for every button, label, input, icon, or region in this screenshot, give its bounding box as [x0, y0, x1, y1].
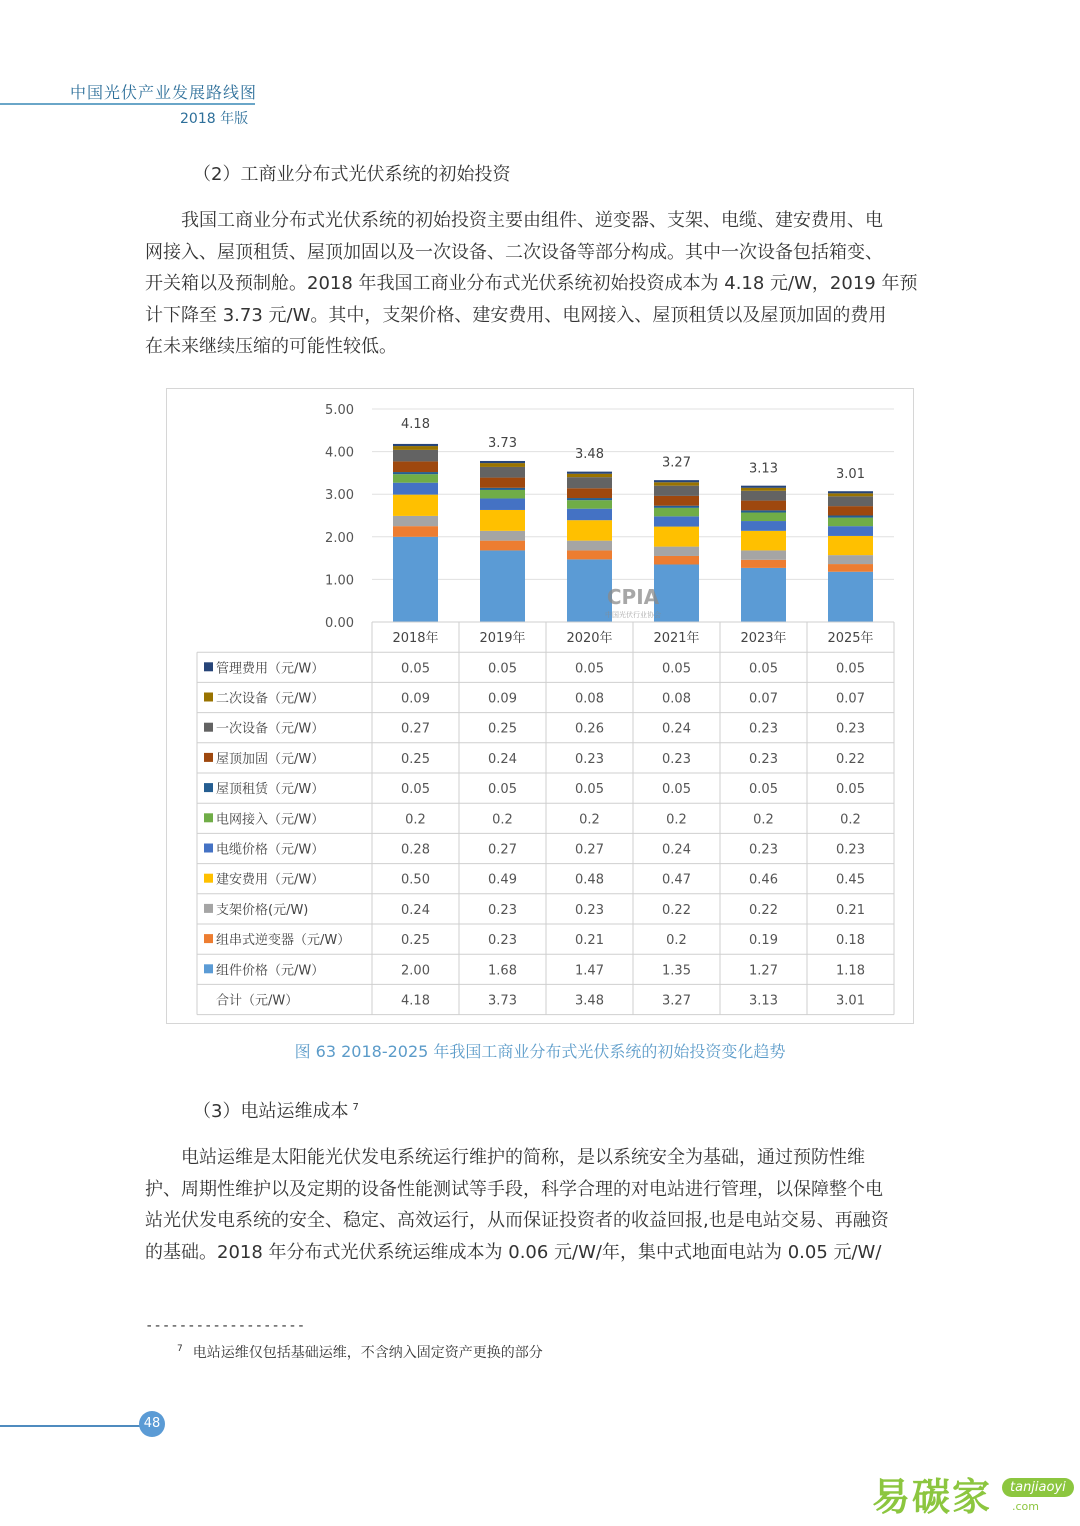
bar-segment: [654, 480, 699, 482]
total-cell: 4.18: [401, 993, 430, 1009]
bar-segment: [567, 500, 612, 509]
table-cell: 0.27: [575, 842, 604, 858]
bar-segment: [393, 537, 438, 622]
section2-line: 计下降至 3.73 元/W。其中，支架价格、建安费用、电网接入、屋顶租赁以及屋顶加固的费用: [145, 304, 887, 326]
x-tick-label: 2019年: [479, 631, 526, 647]
table-cell: 0.25: [401, 751, 430, 767]
y-tick-label: 1.00: [325, 573, 354, 589]
legend-label: 组串式逆变器（元/W）: [216, 933, 351, 949]
legend-swatch: [204, 723, 213, 732]
table-cell: 0.2: [579, 812, 600, 828]
bar-segment: [654, 496, 699, 506]
total-data-label: 3.27: [662, 455, 691, 471]
legend-swatch: [204, 662, 213, 671]
x-tick-label: 2021年: [653, 631, 700, 647]
y-tick-label: 0.00: [325, 616, 354, 631]
chart-watermark: CPIA: [606, 585, 660, 609]
section2-line: 开关箱以及预制舱。2018 年我国工商业分布式光伏系统初始投资成本为 4.18 元/W，2019 年预: [145, 273, 918, 294]
bar-segment: [741, 513, 786, 522]
section3-line: 护、周期性维护以及定期的设备性能测试等手段，科学合理的对电站进行管理，以保障整个电: [145, 1178, 883, 1200]
footnote-rule: -------------------: [145, 1318, 306, 1334]
bar-segment: [828, 491, 873, 493]
footnote: $^7$ 电站运维仅包括基础运维，不含纳入固定资产更换的部分: [177, 1344, 543, 1361]
x-tick-label: 2018年: [392, 631, 439, 647]
total-data-label: 3.73: [488, 436, 517, 452]
chart-watermark-sub: 中国光伏行业协会: [605, 611, 661, 619]
bar-segment: [654, 482, 699, 485]
bar-segment: [741, 486, 786, 488]
bar-segment: [741, 488, 786, 491]
legend-swatch: [204, 693, 213, 702]
bar-segment: [828, 496, 873, 506]
table-cell: 0.26: [575, 721, 604, 737]
legend-label: 建安费用（元/W）: [216, 872, 325, 888]
table-cell: 0.2: [666, 812, 687, 828]
legend-label: 屋顶加固（元/W）: [216, 751, 325, 767]
bar-segment: [741, 531, 786, 551]
table-cell: 0.28: [401, 842, 430, 858]
table-cell: 0.2: [405, 812, 426, 828]
bar-segment: [654, 508, 699, 517]
total-cell: 3.48: [575, 993, 604, 1009]
table-cell: 0.47: [662, 872, 691, 888]
table-cell: 1.18: [836, 963, 865, 979]
bar-segment: [828, 564, 873, 572]
table-cell: 0.23: [836, 842, 865, 858]
table-cell: 0.23: [488, 902, 517, 918]
bar-segment: [567, 472, 612, 474]
bar-segment: [741, 521, 786, 531]
section3-line: 站光伏发电系统的安全、稳定、高效运行，从而保证投资者的收益回报,也是电站交易、再融资: [145, 1210, 889, 1231]
section2-line: 网接入、屋顶租赁、屋顶加固以及一次设备、二次设备等部分构成。其中一次设备包括箱变、: [145, 241, 883, 263]
table-cell: 0.27: [488, 842, 517, 858]
table-cell: 1.47: [575, 963, 604, 979]
stacked-bar-chart: [167, 389, 913, 1023]
bar-segment: [828, 518, 873, 527]
bar-segment: [654, 506, 699, 508]
table-cell: 1.68: [488, 963, 517, 979]
table-cell: 0.46: [749, 872, 778, 888]
bar-segment: [654, 516, 699, 526]
y-tick-label: 2.00: [325, 530, 354, 546]
table-cell: 0.05: [836, 661, 865, 677]
table-cell: 0.49: [488, 872, 517, 888]
legend-swatch: [204, 813, 213, 822]
section3-line: 的基础。2018 年分布式光伏系统运维成本为 0.06 元/W/年，集中式地面电站为 0.05 元/W/: [145, 1241, 882, 1263]
bar-segment: [480, 510, 525, 531]
table-cell: 0.2: [492, 812, 513, 828]
y-tick-label: 3.00: [325, 488, 354, 504]
bar-segment: [567, 488, 612, 498]
bar-segment: [741, 550, 786, 559]
table-cell: 0.05: [488, 782, 517, 798]
legend-swatch: [204, 783, 213, 792]
bar-segment: [567, 541, 612, 551]
table-cell: 0.05: [662, 661, 691, 677]
table-cell: 0.22: [749, 902, 778, 918]
table-cell: 1.35: [662, 963, 691, 979]
table-cell: 0.05: [749, 782, 778, 798]
table-cell: 0.08: [662, 691, 691, 707]
legend-swatch: [204, 964, 213, 973]
table-cell: 0.23: [575, 751, 604, 767]
header-rule: [0, 103, 255, 105]
x-tick-label: 2020年: [566, 631, 613, 647]
table-cell: 0.05: [662, 782, 691, 798]
bar-segment: [480, 461, 525, 463]
section2-paragraph: [145, 205, 935, 363]
bar-segment: [567, 550, 612, 559]
bar-segment: [741, 501, 786, 511]
bar-segment: [828, 493, 873, 496]
total-cell: 3.13: [749, 993, 778, 1009]
section3-paragraph: [145, 1142, 935, 1268]
table-cell: 0.22: [836, 751, 865, 767]
legend-swatch: [204, 904, 213, 913]
bar-segment: [741, 560, 786, 568]
table-cell: 0.24: [662, 842, 691, 858]
bar-segment: [480, 541, 525, 551]
bar-segment: [393, 526, 438, 537]
table-cell: 0.08: [575, 691, 604, 707]
bar-segment: [480, 550, 525, 622]
total-cell: 3.27: [662, 993, 691, 1009]
table-cell: 0.23: [749, 842, 778, 858]
table-cell: 0.05: [575, 661, 604, 677]
total-cell: 3.01: [836, 993, 865, 1009]
table-cell: 0.21: [575, 933, 604, 949]
table-cell: 0.45: [836, 872, 865, 888]
legend-label: 管理费用（元/W）: [216, 661, 325, 677]
y-tick-label: 5.00: [325, 403, 354, 418]
legend-label: 组件价格（元/W）: [216, 963, 325, 979]
bar-segment: [567, 498, 612, 500]
bar-segment: [480, 498, 525, 510]
bar-segment: [393, 450, 438, 462]
table-cell: 0.27: [401, 721, 430, 737]
bar-segment: [480, 531, 525, 541]
bar-segment: [741, 510, 786, 512]
bar-segment: [393, 446, 438, 450]
bar-segment: [480, 463, 525, 467]
legend-swatch: [204, 934, 213, 943]
bar-segment: [393, 444, 438, 446]
table-cell: 0.24: [401, 902, 430, 918]
legend-swatch: [204, 844, 213, 853]
bar-segment: [828, 506, 873, 515]
watermark-url: .com: [1012, 1500, 1039, 1513]
watermark-pill: tanjiaoyi: [1002, 1478, 1074, 1497]
page-number: 48: [139, 1411, 165, 1437]
table-cell: 0.05: [401, 661, 430, 677]
bar-segment: [393, 495, 438, 516]
bar-segment: [567, 477, 612, 488]
x-tick-label: 2025年: [827, 631, 874, 647]
bar-segment: [480, 478, 525, 488]
bar-segment: [393, 516, 438, 526]
bar-segment: [741, 491, 786, 501]
total-row-label: 合计（元/W）: [216, 993, 299, 1009]
table-cell: 0.25: [488, 721, 517, 737]
table-cell: 0.50: [401, 872, 430, 888]
table-cell: 0.21: [836, 902, 865, 918]
bar-segment: [393, 461, 438, 472]
x-tick-label: 2023年: [740, 631, 787, 647]
table-cell: 0.07: [836, 691, 865, 707]
table-cell: 0.2: [666, 933, 687, 949]
footer-rule: [0, 1425, 145, 1427]
table-cell: 0.05: [836, 782, 865, 798]
bar-segment: [567, 474, 612, 477]
bar-segment: [393, 483, 438, 495]
table-cell: 0.23: [488, 933, 517, 949]
section3-heading: （3）电站运维成本 $^7$: [193, 1101, 359, 1122]
header-title: 中国光伏产业发展路线图: [70, 83, 258, 102]
table-cell: 2.00: [401, 963, 430, 979]
chart-container: [166, 388, 914, 1024]
legend-label: 电缆价格（元/W）: [216, 842, 325, 858]
table-cell: 0.48: [575, 872, 604, 888]
total-data-label: 3.13: [749, 461, 778, 477]
total-cell: 3.73: [488, 993, 517, 1009]
bar-segment: [393, 472, 438, 474]
total-data-label: 3.01: [836, 466, 865, 482]
table-cell: 0.24: [662, 721, 691, 737]
section2-line: 在未来继续压缩的可能性较低。: [145, 336, 397, 357]
table-cell: 0.07: [749, 691, 778, 707]
table-cell: 0.24: [488, 751, 517, 767]
bar-segment: [828, 555, 873, 564]
bar-segment: [828, 572, 873, 622]
table-cell: 0.2: [840, 812, 861, 828]
legend-swatch: [204, 874, 213, 883]
table-cell: 0.05: [401, 782, 430, 798]
bar-segment: [567, 520, 612, 540]
table-cell: 0.2: [753, 812, 774, 828]
bar-segment: [828, 536, 873, 555]
header-edition: 2018 年版: [180, 111, 249, 127]
legend-label: 二次设备（元/W）: [216, 691, 325, 707]
table-cell: 0.05: [488, 661, 517, 677]
footnote-ref: 7: [352, 1102, 359, 1113]
bar-segment: [654, 486, 699, 496]
y-tick-label: 4.00: [325, 445, 354, 461]
table-cell: 0.23: [749, 721, 778, 737]
section3-line: 电站运维是太阳能光伏发电系统运行维护的简称，是以系统安全为基础，通过预防性维: [181, 1147, 865, 1168]
table-cell: 0.23: [836, 721, 865, 737]
table-cell: 0.22: [662, 902, 691, 918]
total-data-label: 4.18: [401, 416, 430, 432]
section2-line: 我国工商业分布式光伏系统的初始投资主要由组件、逆变器、支架、电缆、建安费用、电: [181, 210, 883, 231]
table-cell: 0.05: [749, 661, 778, 677]
legend-label: 支架价格(元/W): [216, 902, 309, 918]
table-cell: 0.05: [575, 782, 604, 798]
bar-segment: [480, 490, 525, 499]
legend-label: 一次设备（元/W）: [216, 721, 325, 737]
bar-segment: [393, 474, 438, 483]
table-cell: 0.18: [836, 933, 865, 949]
legend-label: 电网接入（元/W）: [216, 812, 325, 828]
table-cell: 0.09: [488, 691, 517, 707]
total-data-label: 3.48: [575, 446, 604, 462]
table-cell: 0.23: [749, 751, 778, 767]
table-cell: 1.27: [749, 963, 778, 979]
bar-segment: [828, 526, 873, 536]
bar-segment: [741, 568, 786, 622]
bar-segment: [480, 467, 525, 478]
legend-swatch: [204, 753, 213, 762]
legend-label: 屋顶租赁（元/W）: [216, 782, 325, 798]
bar-segment: [654, 527, 699, 547]
watermark-logo: 易碳家: [872, 1475, 993, 1519]
bar-segment: [567, 509, 612, 521]
table-cell: 0.09: [401, 691, 430, 707]
table-cell: 0.23: [662, 751, 691, 767]
table-cell: 0.19: [749, 933, 778, 949]
bar-segment: [654, 547, 699, 556]
bar-segment: [480, 488, 525, 490]
section2-heading: （2）工商业分布式光伏系统的初始投资: [193, 164, 511, 185]
bar-segment: [828, 516, 873, 518]
table-cell: 0.25: [401, 933, 430, 949]
bar-segment: [654, 556, 699, 565]
table-cell: 0.23: [575, 902, 604, 918]
figure-caption: 图 63 2018-2025 年我国工商业分布式光伏系统的初始投资变化趋势: [294, 1042, 786, 1061]
